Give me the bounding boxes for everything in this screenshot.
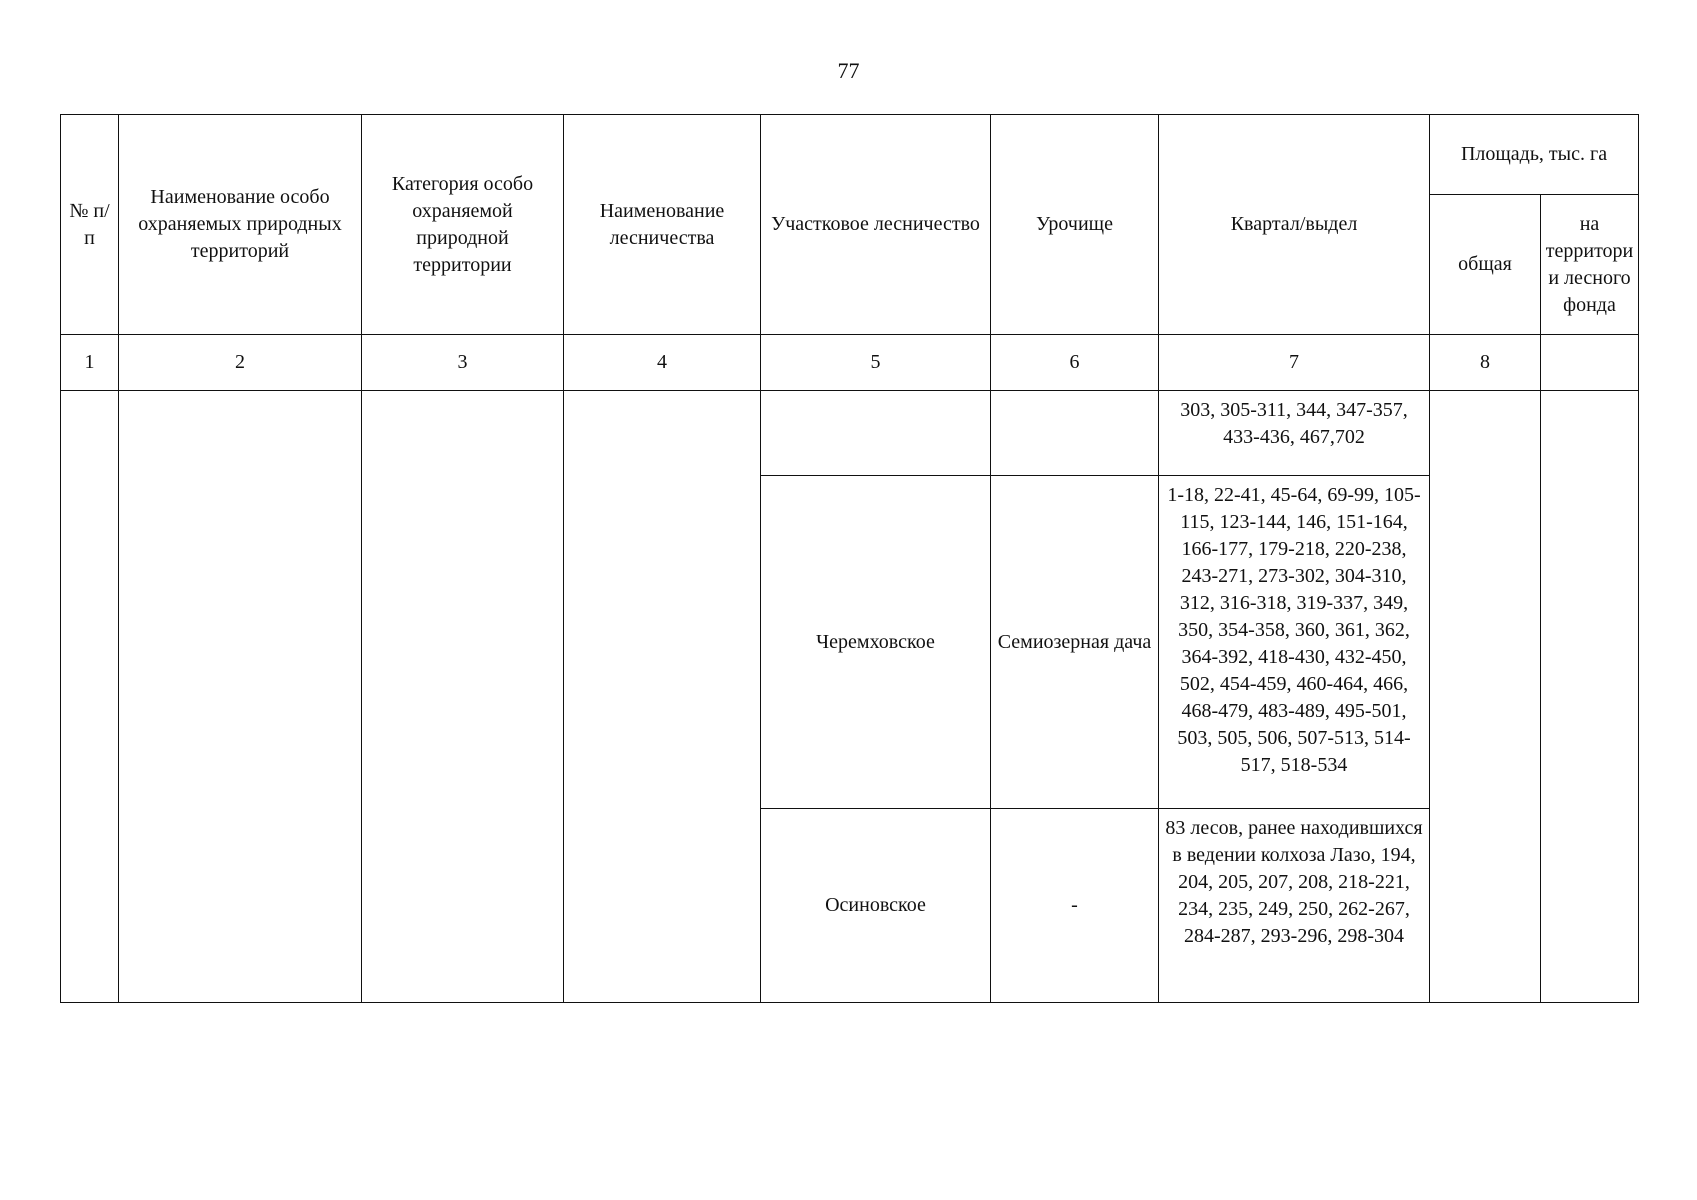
page-number: 77	[837, 58, 860, 83]
column-number-1: 1	[61, 335, 119, 391]
column-number-7: 7	[1159, 335, 1430, 391]
cell-category	[362, 391, 564, 1003]
column-number-4: 4	[564, 335, 761, 391]
row2-quarters: 1-18, 22-41, 45-64, 69-99, 105-115, 123-144, 146, 151-164, 166-177, 179-218, 220-238, 243-271, 273-302, 304-310, 312, 316-318, 319-337, 349, 350, 354-358, 360, 361, 362, 364-392, 418-430, 432-450, 502, 454-459, 460-464, 466, 468-479, 483-489, 495-501, 503, 505, 506, 507-513, 514-517, 518-534	[1159, 476, 1430, 809]
cell-number	[61, 391, 119, 1003]
cell-area-forest-fund	[1541, 391, 1639, 1003]
header-district-forestry: Участковое лесничество	[761, 115, 991, 335]
cell-area-total	[1430, 391, 1541, 1003]
header-territory-name: Наименование особо охраняемых природных территорий	[119, 115, 362, 335]
header-number: № п/п	[61, 115, 119, 335]
row1-district-forestry	[761, 391, 991, 476]
header-tract: Урочище	[991, 115, 1159, 335]
row3-tract: -	[991, 809, 1159, 1003]
header-area-forest-fund: на территори и лесного фонда	[1541, 195, 1639, 335]
row3-quarters: 83 лесов, ранее находившихся в ведении колхоза Лазо, 194, 204, 205, 207, 208, 218-221, 234, 235, 249, 250, 262-267, 284-287, 293-296, 298-304	[1159, 809, 1430, 1003]
row2-district-forestry: Черемховское	[761, 476, 991, 809]
column-number-3: 3	[362, 335, 564, 391]
header-forestry-name: Наименование лесничества	[564, 115, 761, 335]
protected-areas-table	[60, 114, 1639, 1003]
row1-quarters: 303, 305-311, 344, 347-357, 433-436, 467,702	[1159, 391, 1430, 476]
column-number-6: 6	[991, 335, 1159, 391]
row3-district-forestry: Осиновское	[761, 809, 991, 1003]
header-category: Категория особо охраняемой природной территории	[362, 115, 564, 335]
cell-territory-name	[119, 391, 362, 1003]
column-number-8: 8	[1430, 335, 1541, 391]
row2-tract: Семиозерная дача	[991, 476, 1159, 809]
cell-forestry-name	[564, 391, 761, 1003]
row1-tract	[991, 391, 1159, 476]
header-area-total: общая	[1430, 195, 1541, 335]
column-number-9	[1541, 335, 1639, 391]
header-quarter: Квартал/выдел	[1159, 115, 1430, 335]
column-number-2: 2	[119, 335, 362, 391]
column-number-5: 5	[761, 335, 991, 391]
header-area-group: Площадь, тыс. га	[1430, 115, 1639, 195]
